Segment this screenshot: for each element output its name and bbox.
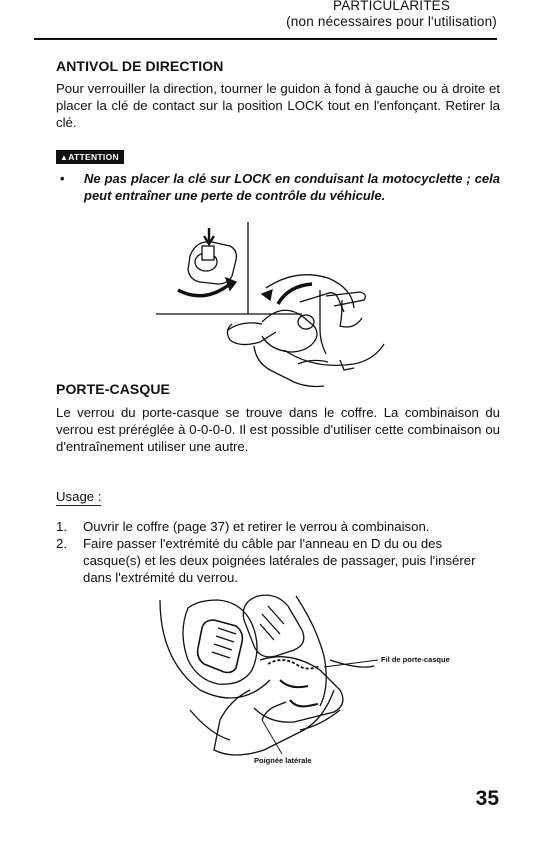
page-number: 35 <box>475 787 499 810</box>
warning-triangle-icon: ▲ <box>60 153 69 162</box>
section-heading-antivol: ANTIVOL DE DIRECTION <box>56 58 224 74</box>
list-item <box>56 535 500 586</box>
warning-label: ATTENTION <box>68 152 119 162</box>
warning-block <box>56 170 500 204</box>
warning-text: Ne pas placer la clé sur LOCK en conduisant la motocyclette ; cela peut entraîner une perte de contrôle du véhicule. <box>84 171 500 203</box>
step-text: Ouvrir le coffre (page 37) et retirer le verrou à combinaison. <box>83 519 430 534</box>
header-title: PARTICULARITES <box>333 0 451 13</box>
section-body-antivol: Pour verrouiller la direction, tourner le guidon à fond à gauche ou à droite et placer la clé de contact sur la position LOCK tout en l'enfonçant. Retirer la clé. <box>56 81 500 130</box>
section-body-porte-casque: Le verrou du porte-casque se trouve dans le coffre. La combinaison du verrou est préréglée à 0-0-0-0. Il est possible d'utiliser cette combinaison ou d'entraînement utiliser une autre. <box>56 405 500 454</box>
list-item <box>56 518 500 535</box>
step-number: 1. <box>56 519 67 534</box>
callout-cable: Fil de porte-casque <box>381 655 450 664</box>
step-number: 2. <box>56 536 67 551</box>
section-heading-porte-casque: PORTE-CASQUE <box>56 381 170 397</box>
page-header <box>286 0 497 30</box>
warning-bullet: • <box>60 171 65 186</box>
usage-label: Usage : <box>56 489 102 504</box>
header-subtitle: (non nécessaires pour l'utilisation) <box>286 14 497 29</box>
callout-side-handle: Poignée latérale <box>254 756 312 765</box>
header-divider <box>34 38 497 40</box>
step-text: Faire passer l'extrémité du câble par l'anneau en D du ou des casque(s) et les deux poignées latérales de passager, puis l'insérer dans l'extrémité du verrou. <box>83 536 476 585</box>
warning-badge <box>56 150 124 164</box>
